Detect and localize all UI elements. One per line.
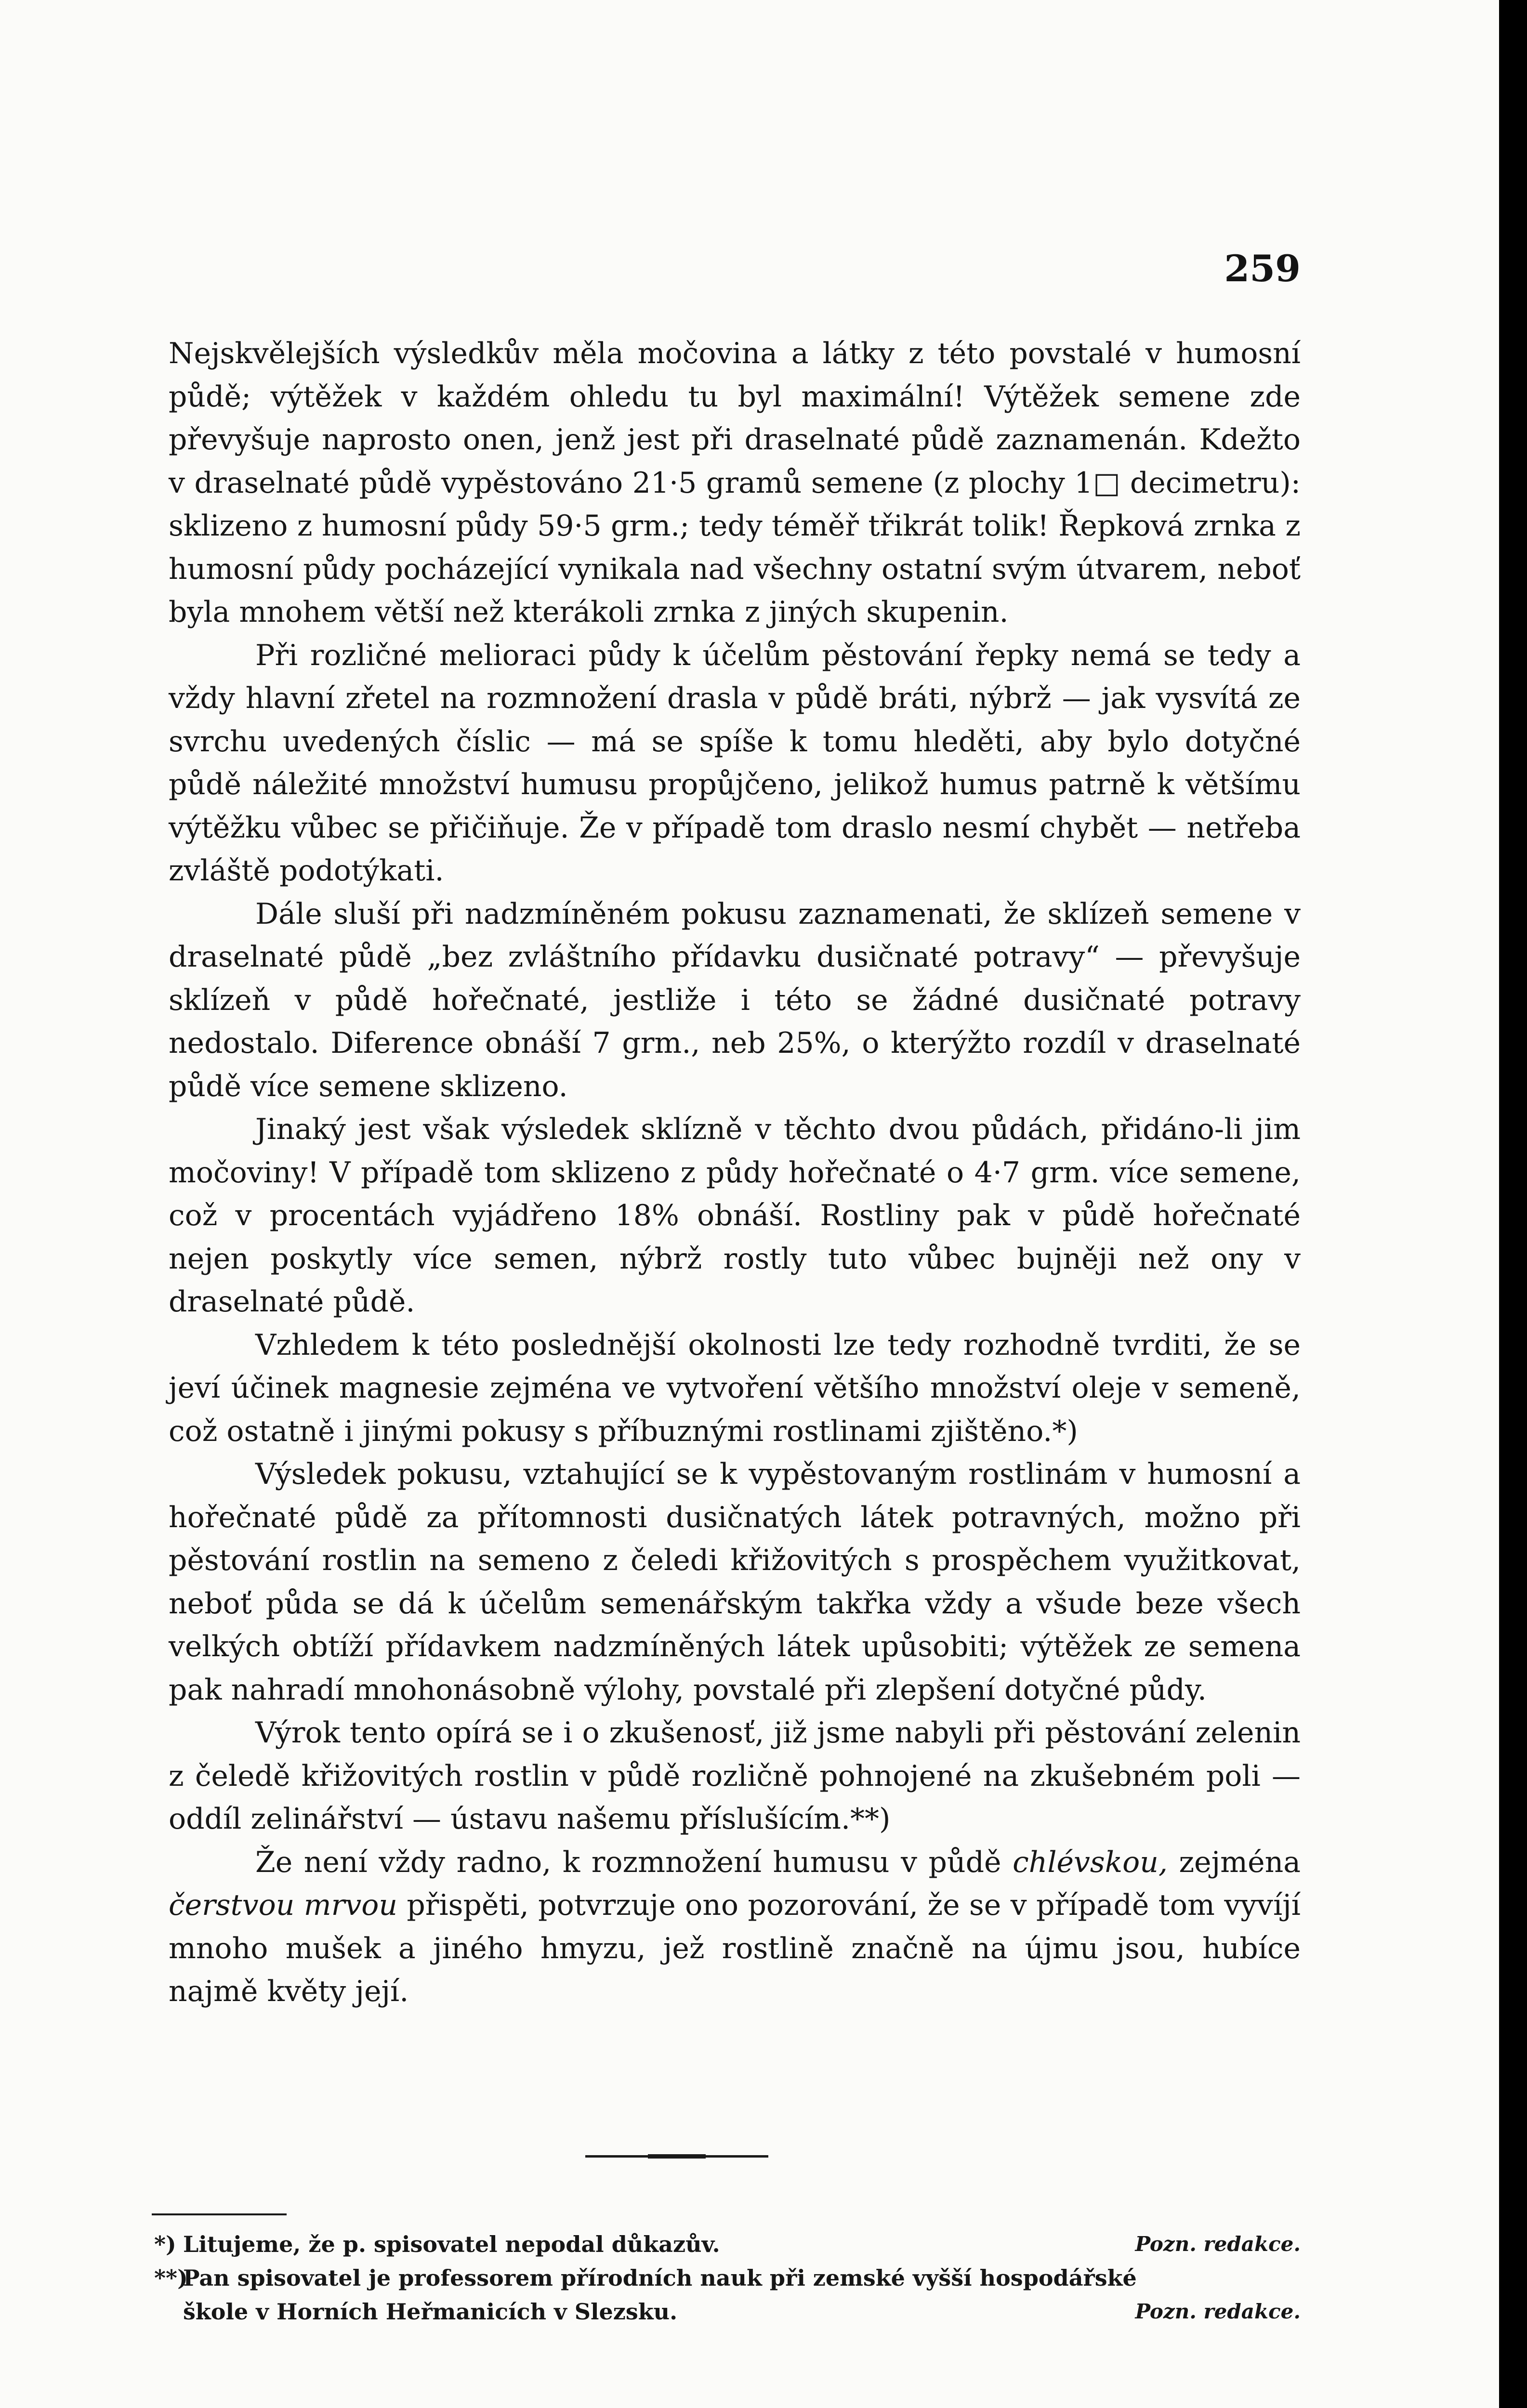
paragraph-8-text-after: přispěti, potvrzuje ono pozorování, že se v případě tom vyvíjí mnoho mušek a jiného hmyzu, jež rostlině značně na újmu jsou, hubíce najmě květy její. bbox=[169, 1888, 1301, 2008]
paragraph-8-text-middle: zejména bbox=[1167, 1845, 1301, 1879]
page-number: 259 bbox=[1224, 247, 1301, 290]
footnote-1 bbox=[154, 2227, 1301, 2261]
paragraph-8-emphasis-1: chlévskou, bbox=[1013, 1845, 1168, 1879]
paragraph-8-emphasis-2: čerstvou mrvou bbox=[169, 1888, 397, 1922]
footnote-1-credit: Pozn. redakce. bbox=[1135, 2232, 1301, 2256]
footnote-2-credit: Pozn. redakce. bbox=[1135, 2300, 1301, 2323]
footnote-2 bbox=[154, 2261, 1301, 2329]
main-text bbox=[169, 332, 1301, 2014]
section-separator bbox=[585, 2155, 768, 2158]
footnote-1-text: Litujeme, že p. spisovatel nepodal důkazův. bbox=[183, 2231, 720, 2257]
paragraph-1: Nejskvělejších výsledkův měla močovina a látky z této povstalé v humosní půdě; výtěžek v každém ohledu tu byl maximální! Výtěžek semene zde převyšuje naprosto onen, jenž jest při draselnaté půdě zaznamenán. Kdežto v draselnaté půdě vypěstováno 21·5 gramů semene (z plochy 1□ decimetru): sklizeno z humosní půdy 59·5 grm.; tedy téměř třikrát tolik! Řepková zrnka z humosní půdy pocházející vynikala nad všechny ostatní svým útvarem, neboť byla mnohem větší než kterákoli zrnka z jiných skupenin. bbox=[169, 337, 1301, 629]
footnote-2-mark: **) bbox=[154, 2265, 188, 2291]
paragraph-2: Při rozličné melioraci půdy k účelům pěstování řepky nemá se tedy a vždy hlavní zřetel na rozmnožení drasla v půdě bráti, nýbrž — jak vysvítá ze svrchu uvedených číslic — má se spíše k tomu hleděti, aby bylo dotyčné půdě náležité množství humusu propůjčeno, jelikož humus patrně k většímu výtěžku vůbec se přičiňuje. Že v případě tom draslo nesmí chybět — netřeba zvláště podotýkati. bbox=[169, 638, 1301, 888]
footnote-2-text: Pan spisovatel je professorem přírodních nauk při zemské vyšší hospodářské škole v Horních Heřmanicích v Slezsku. bbox=[183, 2265, 1137, 2325]
paragraph-7: Výrok tento opírá se i o zkušenosť, již jsme nabyli při pěstování zelenin z čeledě křižovitých rostlin v půdě rozličně pohnojené na zkušebném poli — oddíl zelinářství — ústavu našemu příslušícím.**) bbox=[169, 1716, 1301, 1836]
paragraph-8 bbox=[169, 1841, 1301, 2014]
paragraph-3: Dále sluší při nadzmíněném pokusu zaznamenati, že sklízeň semene v draselnaté půdě „bez zvláštního přídavku dusičnaté potravy“ — převyšuje sklízeň v půdě hořečnaté, jestliže i této se žádné dusičnaté potravy nedostalo. Diference obnáší 7 grm., neb 25%, o kterýžto rozdíl v draselnaté půdě více semene sklizeno. bbox=[169, 897, 1301, 1103]
paragraph-5: Vzhledem k této poslednější okolnosti lze tedy rozhodně tvrditi, že se jeví účinek magnesie zejména ve vytvoření většího množství oleje v semeně, což ostatně i jinými pokusy s příbuznými rostlinami zjištěno.*) bbox=[169, 1328, 1301, 1448]
paragraph-8-text-before: Že není vždy radno, k rozmnožení humusu v půdě bbox=[255, 1845, 1013, 1879]
footnotes bbox=[154, 2227, 1301, 2329]
footnote-rule bbox=[152, 2213, 287, 2215]
paragraph-4: Jinaký jest však výsledek sklízně v těchto dvou půdách, přidáno-li jim močoviny! V případě tom sklizeno z půdy hořečnaté o 4·7 grm. více semene, což v procentách vyjádřeno 18% obnáší. Rostliny pak v půdě hořečnaté nejen poskytly více semen, nýbrž rostly tuto vůbec bujněji než ony v draselnaté půdě. bbox=[169, 1112, 1301, 1319]
footnote-1-mark: *) bbox=[154, 2231, 176, 2257]
paragraph-6: Výsledek pokusu, vztahující se k vypěstovaným rostlinám v humosní a hořečnaté půdě za přítomnosti dusičnatých látek potravných, možno při pěstování rostlin na semeno z čeledi křižovitých s prospěchem využitkovat, neboť půda se dá k účelům semenářským takřka vždy a všude beze všech velkých obtíží přídavkem nadzmíněných látek upůsobiti; výtěžek ze semena pak nahradí mnohonásobně výlohy, povstalé při zlepšení dotyčné půdy. bbox=[169, 1457, 1301, 1707]
